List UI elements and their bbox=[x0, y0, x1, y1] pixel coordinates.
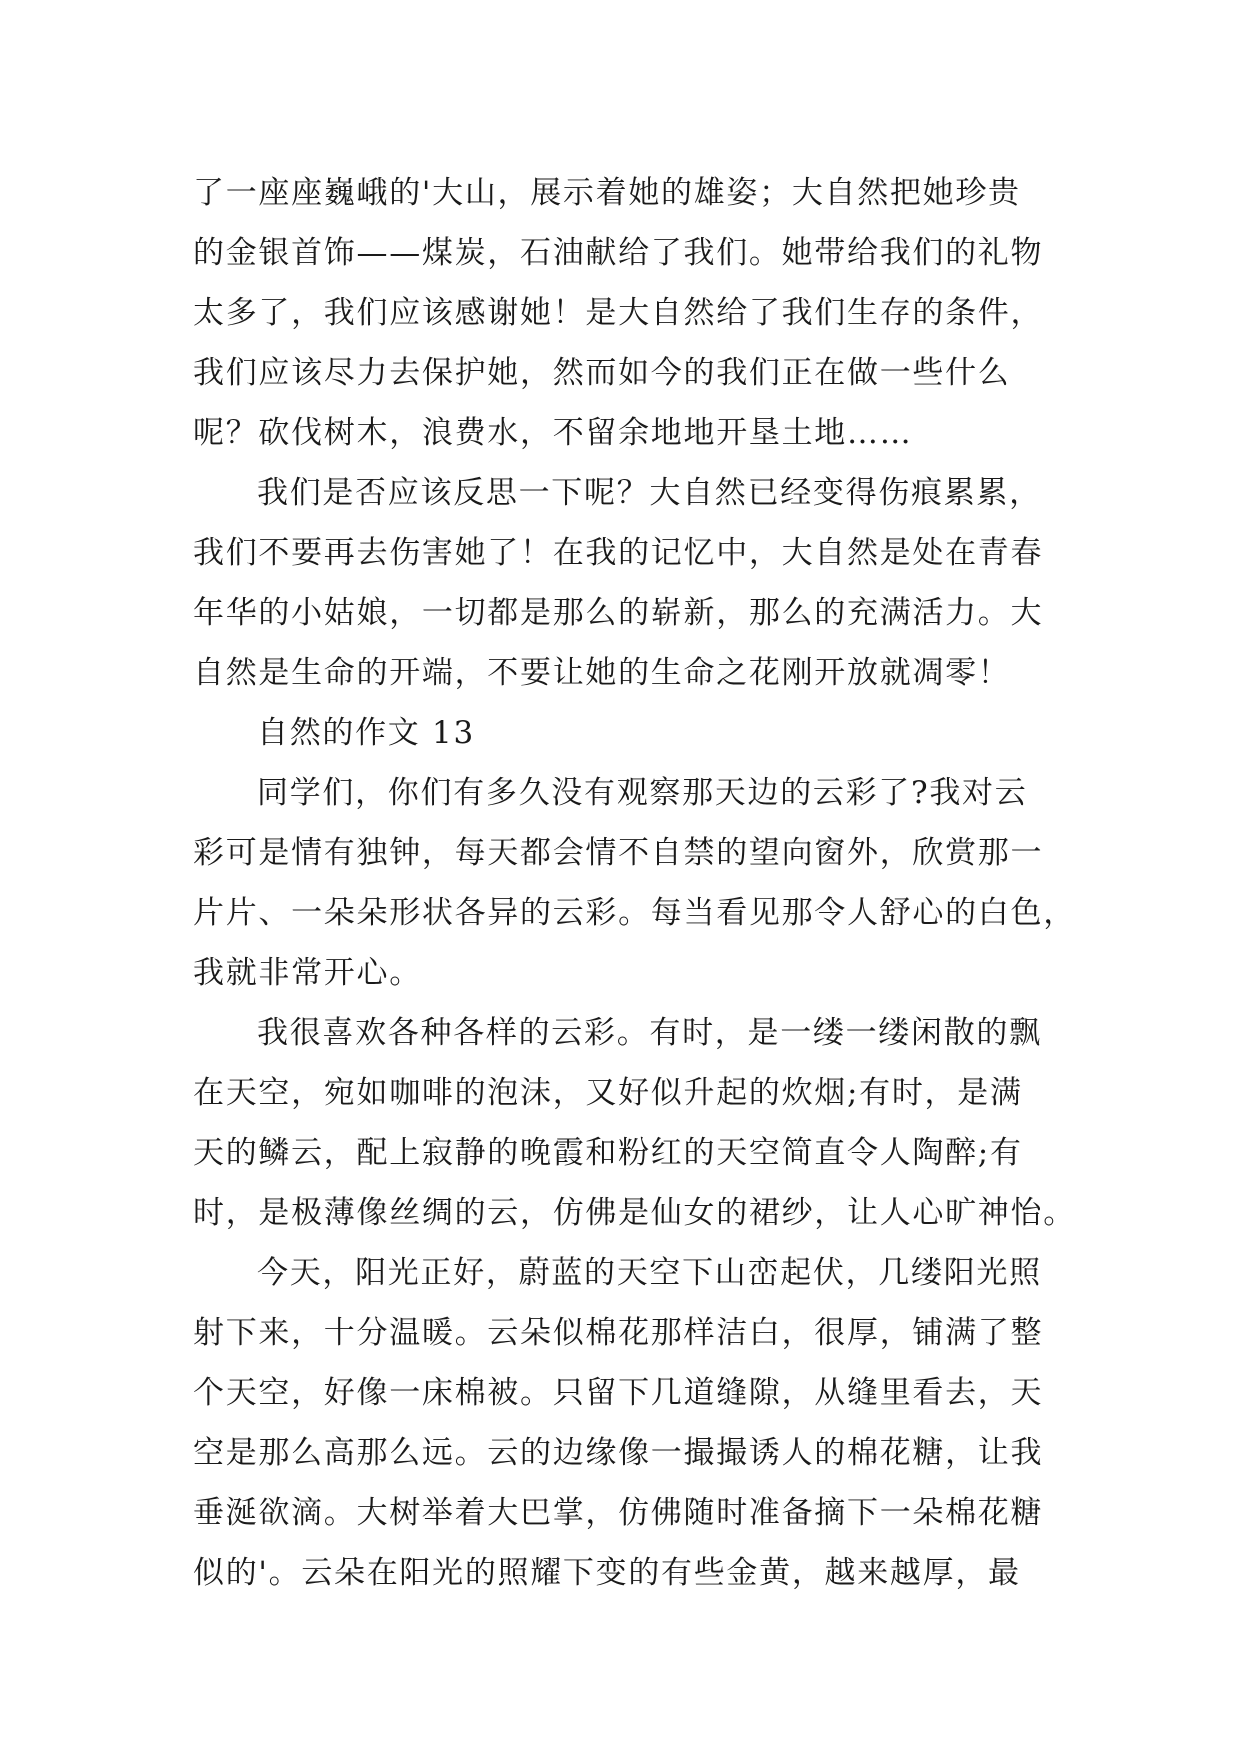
text-line: 了一座座巍峨的'大山，展示着她的雄姿；大自然把她珍贵 bbox=[193, 175, 1021, 211]
text-line: 个天空，好像一床棉被。只留下几道缝隙，从缝里看去，天 bbox=[193, 1375, 1044, 1411]
text-line: 同学们，你们有多久没有观察那天边的云彩了?我对云 bbox=[257, 775, 1028, 811]
text-line: 我们应该尽力去保护她，然而如今的我们正在做一些什么 bbox=[193, 355, 1011, 391]
document-page bbox=[193, 163, 1076, 1603]
text-line: 我们不要再去伤害她了！在我的记忆中，大自然是处在青春 bbox=[193, 535, 1044, 571]
text-line: 垂涎欲滴。大树举着大巴掌，仿佛随时准备摘下一朵棉花糖 bbox=[193, 1495, 1044, 1531]
text-line: 自然是生命的开端，不要让她的生命之花刚开放就凋零！ bbox=[193, 655, 1011, 691]
text-line: 呢？砍伐树木，浪费水，不留余地地开垦土地…… bbox=[193, 415, 913, 451]
text-line: 我们是否应该反思一下呢？大自然已经变得伤痕累累， bbox=[257, 475, 1042, 511]
text-line: 今天，阳光正好，蔚蓝的天空下山峦起伏，几缕阳光照 bbox=[257, 1255, 1042, 1291]
text-line: 片片、一朵朵形状各异的云彩。每当看见那令人舒心的白色， bbox=[193, 895, 1076, 931]
text-line: 射下来，十分温暖。云朵似棉花那样洁白，很厚，铺满了整 bbox=[193, 1315, 1044, 1351]
text-line: 时，是极薄像丝绸的云，仿佛是仙女的裙纱，让人心旷神怡。 bbox=[193, 1195, 1076, 1231]
text-line: 的金银首饰——煤炭，石油献给了我们。她带给我们的礼物 bbox=[193, 235, 1044, 271]
text-line: 在天空，宛如咖啡的泡沫，又好似升起的炊烟;有时，是满 bbox=[193, 1075, 1023, 1111]
text-line: 太多了，我们应该感谢她！是大自然给了我们生存的条件， bbox=[193, 295, 1044, 331]
text-line: 年华的小姑娘，一切都是那么的崭新，那么的充满活力。大 bbox=[193, 595, 1044, 631]
text-line: 彩可是情有独钟，每天都会情不自禁的望向窗外，欣赏那一 bbox=[193, 835, 1044, 871]
text-line: 我很喜欢各种各样的云彩。有时，是一缕一缕闲散的飘 bbox=[257, 1015, 1042, 1051]
text-line: 我就非常开心。 bbox=[193, 955, 422, 991]
text-line: 天的鳞云，配上寂静的晚霞和粉红的天空简直令人陶醉;有 bbox=[193, 1135, 1023, 1171]
text-line: 空是那么高那么远。云的边缘像一撮撮诱人的棉花糖，让我 bbox=[193, 1435, 1044, 1471]
section-heading: 自然的作文 13 bbox=[257, 715, 475, 751]
text-line: 似的'。云朵在阳光的照耀下变的有些金黄，越来越厚，最 bbox=[193, 1555, 1021, 1591]
